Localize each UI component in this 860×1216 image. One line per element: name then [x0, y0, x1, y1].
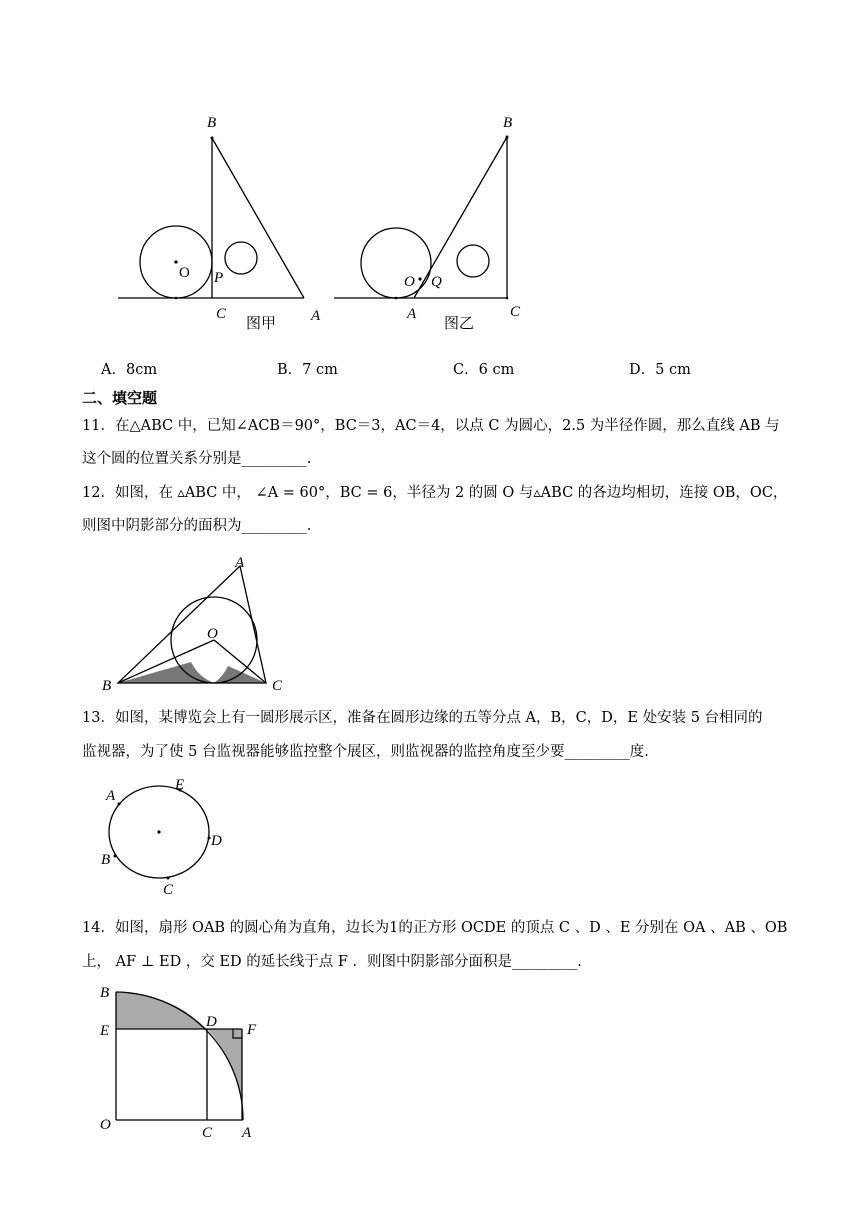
label-b-yi: B [503, 115, 513, 131]
figure-jia [118, 115, 321, 332]
label-b-q14: B [100, 985, 110, 1001]
q11-line1: 11．在△ABC 中，已知∠ACB＝90°，BC＝3，AC＝4，以点 C 为圆心，2.5 为半径作圆，那么直线 AB 与 [82, 418, 780, 434]
figure-yi [334, 115, 521, 332]
label-a-q12: A [235, 555, 245, 571]
label-a-q14: A [242, 1125, 252, 1141]
label-o-yi: O [404, 274, 415, 290]
point-b-jia [211, 137, 214, 140]
option-a [101, 360, 157, 380]
label-q-yi: Q [431, 274, 442, 290]
option-b [277, 360, 338, 380]
tangent-dot-jia [175, 297, 178, 300]
label-c-yi: C [510, 304, 521, 320]
label-c-q13: C [163, 882, 174, 897]
q12-line2: 则图中阴影部分的面积为_________. [82, 518, 312, 534]
label-o-jia: O [179, 265, 190, 281]
q13-line2: 监视器，为了使 5 台监视器能够监控整个展区，则监视器的监控角度至少要_________度. [82, 744, 649, 760]
point-b-q13 [114, 855, 117, 858]
option-a-value: 8cm [125, 362, 158, 378]
inner-circle-jia [225, 242, 257, 274]
label-f-q14: F [247, 1022, 257, 1038]
option-c-value: 6 cm [478, 362, 515, 378]
label-b-q12: B [102, 678, 112, 694]
shaded-right-q14 [207, 1029, 242, 1117]
figure-q14 [96, 982, 266, 1142]
option-b-letter: B． [277, 362, 303, 378]
center-dot-jia [174, 260, 177, 263]
shaded-top-q14 [116, 992, 207, 1029]
figure-q12 [98, 550, 298, 700]
label-d-q13: D [211, 833, 222, 849]
option-c-letter: C． [453, 362, 479, 378]
point-c-q13 [167, 877, 170, 880]
caption-jia: 图甲 [246, 314, 277, 332]
point-c-yi [506, 297, 509, 300]
label-c-q14: C [202, 1125, 213, 1141]
circle-o-yi [361, 228, 431, 298]
center-dot-yi [418, 277, 421, 280]
q14-line1: 14．如图，扇形 OAB 的圆心角为直角，边长为1的正方形 OCDE 的顶点 C 、D 、E 分别在 OA 、AB 、OB [82, 920, 788, 936]
section-title: 二、填空题 [82, 389, 158, 407]
center-dot-q13 [157, 830, 160, 833]
option-a-letter: A． [101, 362, 126, 378]
inner-circle-yi [457, 245, 489, 277]
label-d-q14: D [206, 1014, 217, 1030]
label-a-yi: A [407, 306, 417, 322]
q12-line1: 12．如图，在 ▵ABC 中， ∠A = 60°，BC = 6，半径为 2 的圆 O 与▵ABC 的各边均相切，连接 OB，OC， [82, 485, 788, 501]
segment-ba-yi [414, 137, 507, 298]
label-a-q13: A [106, 788, 116, 804]
point-a-q13 [118, 803, 121, 806]
q14-line2: 上， AF ⊥ ED ，交 ED 的延长线于点 F ．则图中阴影部分面积是_________. [82, 954, 582, 970]
label-p-jia: P [214, 270, 224, 286]
figure-q13 [95, 772, 235, 897]
label-o-q12: O [207, 626, 218, 642]
tangent-dot-yi [395, 297, 398, 300]
option-d-letter: D． [629, 362, 656, 378]
caption-yi: 图乙 [444, 314, 475, 332]
q11-line2: 这个圆的位置关系分别是_________. [82, 451, 312, 467]
figure-q10 [0, 0, 860, 350]
option-d-value: 5 cm [655, 362, 691, 378]
option-b-value: 7 cm [302, 362, 338, 378]
label-a-jia: A [311, 308, 321, 324]
option-d [629, 360, 691, 380]
label-o-q14: O [100, 1117, 111, 1133]
option-c [453, 360, 514, 380]
segment-ba-jia [212, 138, 304, 298]
label-c-q12: C [272, 678, 283, 694]
label-e-q13: E [175, 777, 185, 793]
q13-line1: 13．如图，某博览会上有一圆形展示区，准备在圆形边缘的五等分点 A，B，C，D，E 处安装 5 台相同的 [82, 710, 763, 726]
label-b-q13: B [101, 852, 111, 868]
label-b-jia: B [207, 115, 217, 131]
label-c-jia: C [216, 306, 227, 322]
point-b-yi [506, 136, 509, 139]
label-e-q14: E [100, 1023, 110, 1039]
